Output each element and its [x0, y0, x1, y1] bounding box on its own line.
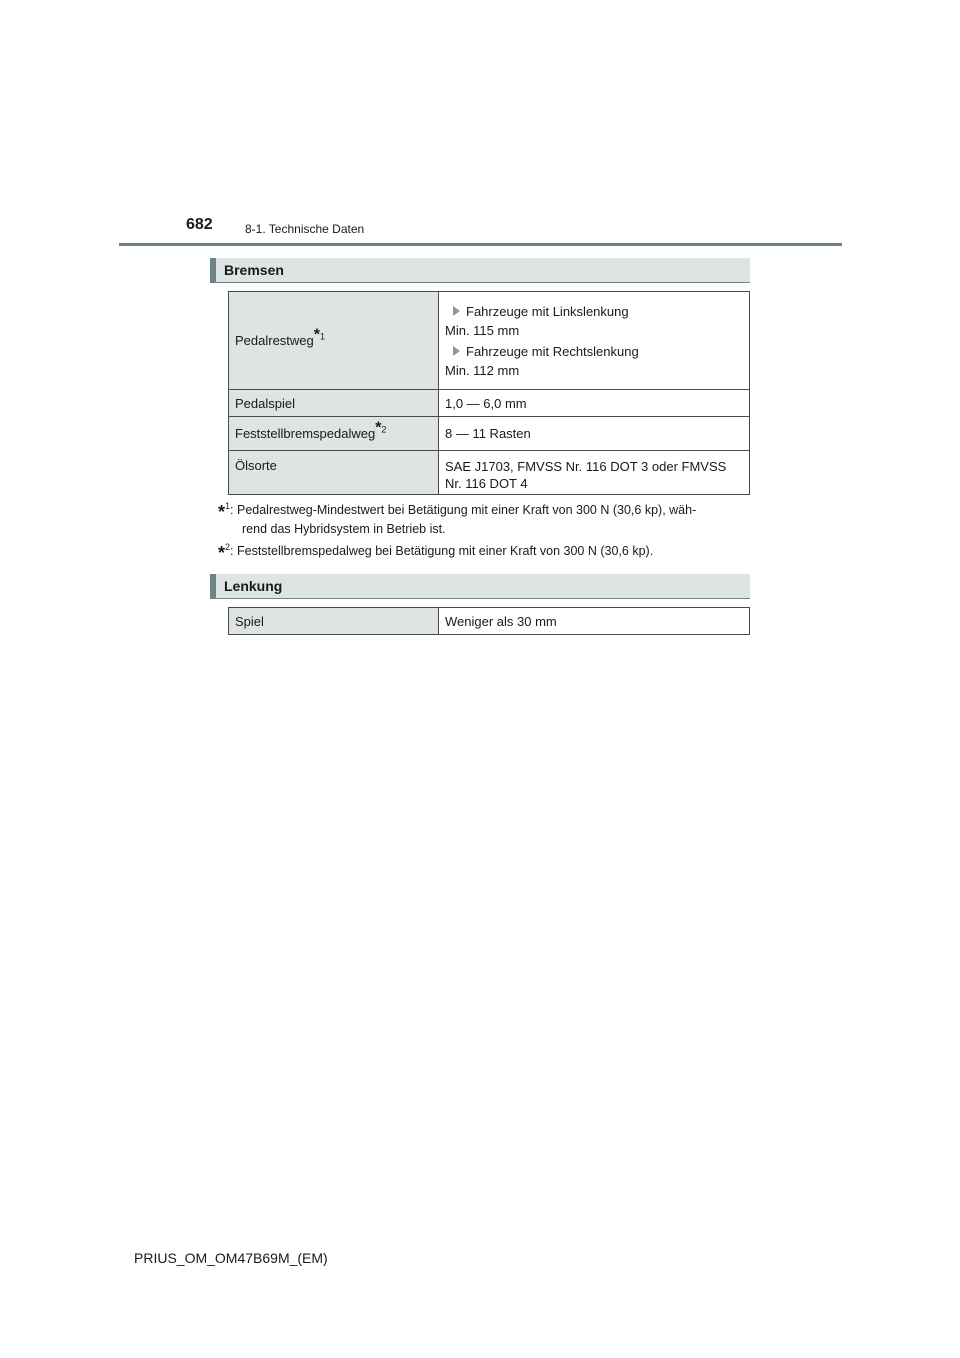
footnote-ref: 2 — [225, 541, 231, 552]
row-label: Pedalrestweg — [235, 333, 314, 348]
table-cell-key: Ölsorte — [229, 451, 439, 495]
bullet-label: Fahrzeuge mit Rechtslenkung — [466, 343, 639, 359]
section-title: Lenkung — [224, 578, 283, 594]
footnote-text: : Feststellbremspedalweg bei Betätigung mit einer Kraft von 300 N (30,6 kp). — [230, 544, 654, 558]
table-cell-key — [229, 417, 439, 451]
table-cell-value — [439, 292, 750, 390]
footnote-2 — [218, 543, 758, 562]
chapter-title: 8-1. Technische Daten — [245, 222, 365, 236]
table-cell-value: 8 — 11 Rasten — [439, 417, 750, 451]
page-number: 682 — [186, 216, 213, 233]
footnote-ref: 2 — [381, 424, 387, 435]
section-accent — [210, 258, 216, 282]
footnote-text: : Pedalrestweg-Mindestwert bei Betätigung mit einer Kraft von 300 N (30,6 kp), wäh- — [230, 503, 697, 517]
section-accent — [210, 574, 216, 598]
footnote-1 — [218, 502, 758, 538]
footnote-ref: 1 — [320, 331, 326, 342]
list-item — [445, 304, 743, 319]
footnote-mark: * — [375, 419, 382, 437]
footnote-line — [218, 502, 758, 521]
section-title: Bremsen — [224, 262, 284, 278]
footnote-text-continued: rend das Hybridsystem in Betrieb ist. — [242, 522, 446, 536]
footnote-ref: 1 — [225, 500, 231, 511]
table-row — [229, 417, 750, 451]
header-divider — [119, 243, 842, 246]
brakes-spec-table — [228, 291, 750, 495]
table-row — [229, 608, 750, 635]
table-row — [229, 451, 750, 495]
steering-spec-table — [228, 607, 750, 635]
table-cell-value: Weniger als 30 mm — [439, 608, 750, 635]
footnote-mark: * — [218, 502, 226, 522]
triangle-bullet-icon — [453, 346, 460, 356]
value-line: Nr. 116 DOT 4 — [445, 476, 528, 491]
footnote-mark: * — [218, 543, 226, 563]
table-row — [229, 292, 750, 390]
footnote-mark: * — [313, 326, 321, 344]
row-label: Feststellbremspedalweg — [235, 426, 376, 441]
table-cell-key — [229, 292, 439, 390]
table-row — [229, 390, 750, 417]
bullet-value: Min. 112 mm — [445, 362, 520, 378]
triangle-bullet-icon — [453, 306, 460, 316]
table-cell-key: Spiel — [229, 608, 439, 635]
table-cell-value: 1,0 — 6,0 mm — [439, 390, 750, 417]
list-item — [445, 344, 743, 359]
section-header-steering — [210, 574, 750, 599]
table-cell-value — [439, 451, 750, 495]
table-cell-key: Pedalspiel — [229, 390, 439, 417]
footnote-line — [218, 543, 758, 562]
document-code: PRIUS_OM_OM47B69M_(EM) — [134, 1250, 328, 1266]
value-line: SAE J1703, FMVSS Nr. 116 DOT 3 oder FMVSS — [445, 459, 727, 474]
bullet-label: Fahrzeuge mit Linkslenkung — [466, 303, 629, 319]
section-header-brakes — [210, 258, 750, 283]
bullet-value: Min. 115 mm — [445, 322, 520, 338]
